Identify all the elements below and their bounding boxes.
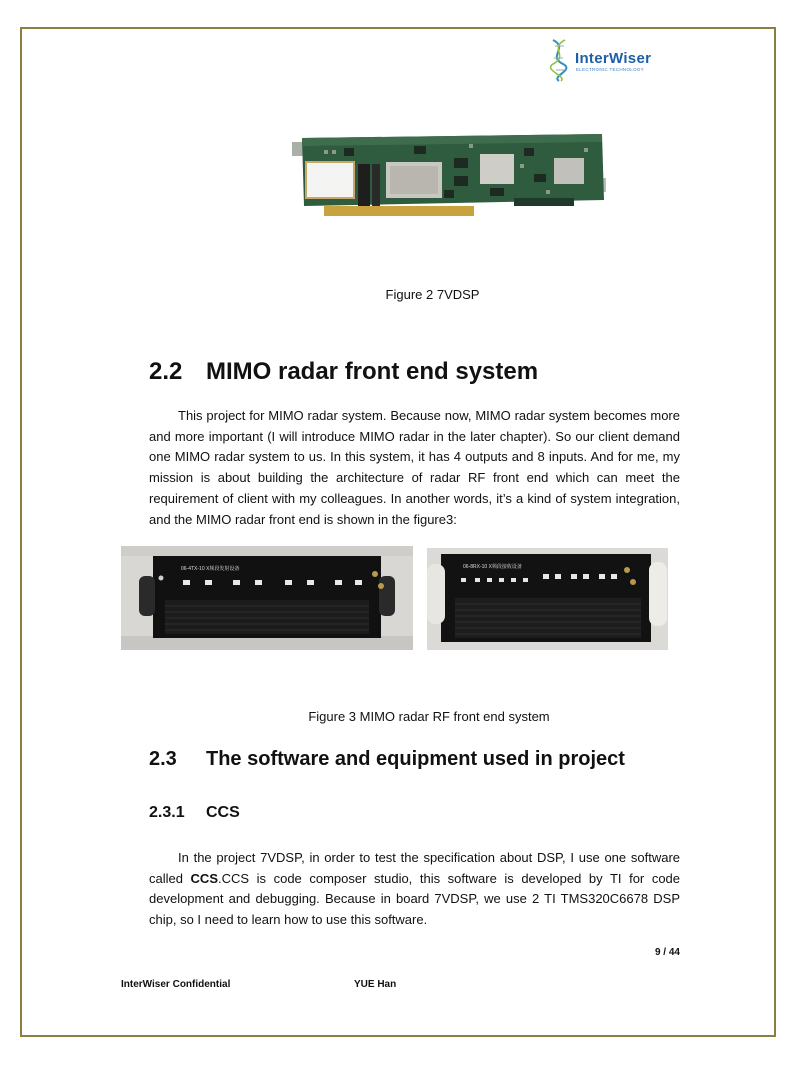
section-title: CCS <box>206 804 240 821</box>
transmitter-label: 06-4TX-10 X频段发射设备 <box>181 566 240 572</box>
section-2-2-heading <box>149 358 689 390</box>
dna-helix-icon <box>545 38 575 82</box>
receiver-label: 06-8RX-10 X频段接收设备 <box>463 564 522 570</box>
figure-3-caption: Figure 3 MIMO radar RF front end system <box>308 709 550 724</box>
ccs-term: CCS <box>190 870 218 886</box>
page-number: 9 / 44 <box>654 947 680 958</box>
paragraph-text: In the project 7VDSP, in order to test the specification about DSP, I use one software called <box>149 850 680 886</box>
section-2-3-heading <box>149 748 689 774</box>
section-2-3-1-heading <box>149 804 449 826</box>
section-title: MIMO radar front end system <box>206 358 539 385</box>
figure-3-receiver-image <box>427 548 668 650</box>
figure-2-caption: Figure 2 7VDSP <box>385 287 480 302</box>
section-number: 2.3 <box>149 748 177 770</box>
section-number: 2.2 <box>149 358 183 385</box>
logo-tagline: ELECTRONIC TECHNOLOGY <box>576 67 644 72</box>
logo-name: InterWiser <box>575 50 652 67</box>
section-2-3-1-paragraph <box>149 848 680 931</box>
figure-2-image <box>284 128 614 220</box>
section-title: The software and equipment used in project <box>206 748 625 770</box>
figure-3-transmitter-image <box>121 546 413 650</box>
section-number: 2.3.1 <box>149 804 185 821</box>
interwiser-logo <box>545 38 675 84</box>
section-2-2-paragraph: This project for MIMO radar system. Because now, MIMO radar system becomes more and more important (I will introduce MIMO radar in the later chapter). So our client demand one MIMO radar system to us. In this system, it has 4 outputs and 8 inputs. And for me, my mission is about building the architecture of radar RF front end which can meet the requirement of client with my colleagues. In another words, it’s a kind of system integration, and the MIMO radar front end is shown in the figure3: <box>149 408 680 527</box>
footer-confidential: InterWiser Confidential <box>121 979 231 990</box>
paragraph-text: .CCS is code composer studio, this software is developed by TI for code development and debugging. Because in board 7VDSP, we use 2 TI TMS320C6678 DSP chip, so I need to learn how to use this software. <box>149 870 681 928</box>
footer-author: YUE Han <box>354 979 397 990</box>
